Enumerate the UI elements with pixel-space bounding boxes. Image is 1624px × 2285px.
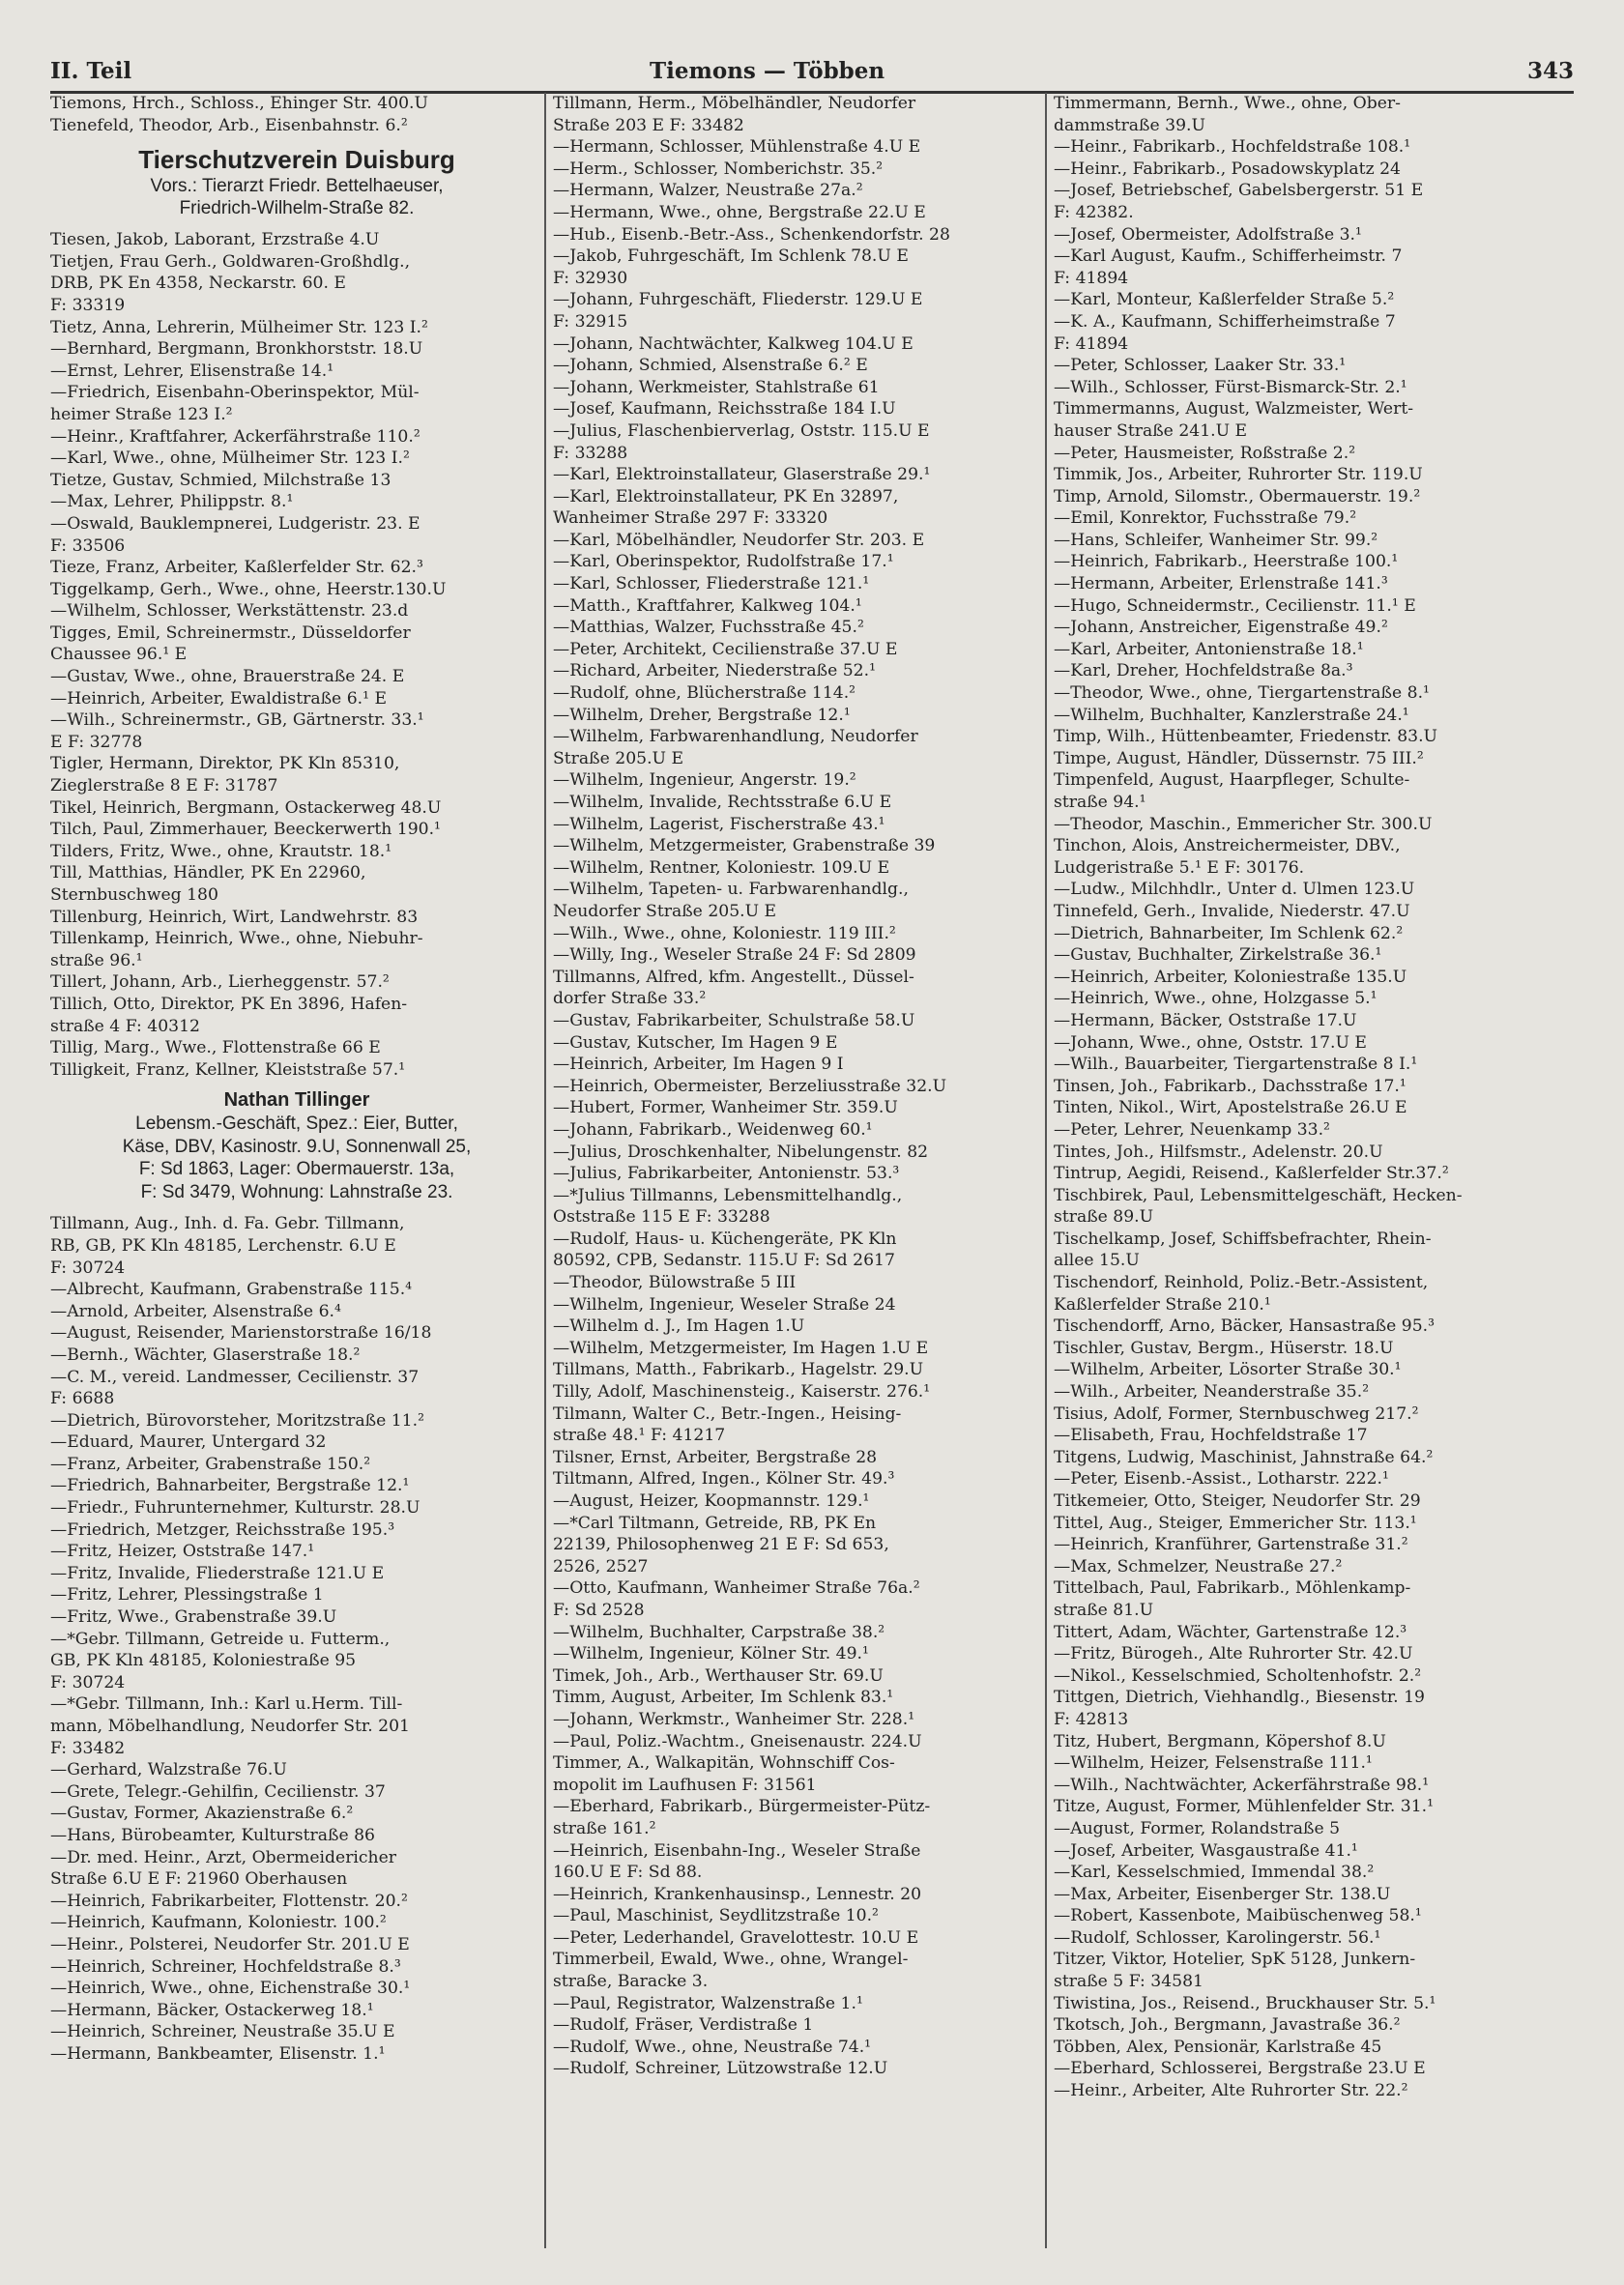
directory-entry: Wanheimer Straße 297 F: 33320 [553, 508, 828, 529]
directory-entry: 22139, Philosophenweg 21 E F: Sd 653, [553, 1535, 889, 1555]
directory-entry: F: 41894 [1054, 268, 1129, 288]
directory-entry: —Gerhard, Walzstraße 76.U [50, 1760, 287, 1780]
directory-entry: Tilmann, Walter C., Betr.-Ingen., Heising- [553, 1403, 902, 1424]
entry-list [1054, 93, 1549, 2102]
directory-entry: —Theodor, Bülowstraße 5 III [553, 1273, 797, 1293]
directory-entry: —Matthias, Walzer, Fuchsstraße 45.² [553, 618, 864, 638]
directory-entry: Tinsen, Joh., Fabrikarb., Dachsstraße 17.¹ [1054, 1076, 1406, 1096]
directory-entry: straße 89.U [1054, 1207, 1154, 1228]
directory-entry: Tittert, Adam, Wächter, Gartenstraße 12.³ [1054, 1622, 1407, 1642]
directory-entry: Tilders, Fritz, Wwe., ohne, Krautstr. 18.¹ [50, 841, 392, 861]
directory-entry: F: 30724 [50, 1258, 126, 1278]
directory-entry: —Robert, Kassenbote, Maibüschenweg 58.¹ [1054, 1906, 1422, 1926]
directory-entry: —Julius, Fabrikarbeiter, Antonienstr. 53.³ [553, 1164, 900, 1184]
directory-entry: —*Gebr. Tillmann, Inh.: Karl u.Herm. Till- [50, 1694, 403, 1715]
directory-entry: —Heinr., Fabrikarb., Hochfeldstraße 108.¹ [1054, 137, 1411, 158]
directory-entry: Tietz, Anna, Lehrerin, Mülheimer Str. 123 I.² [50, 317, 428, 337]
directory-entry: —Heinrich, Fabrikarbeiter, Flottenstr. 20.² [50, 1891, 408, 1911]
directory-entry: —Wilh., Nachtwächter, Ackerfährstraße 98.¹ [1054, 1775, 1430, 1795]
directory-entry: —Karl, Möbelhändler, Neudorfer Str. 203. E [553, 530, 925, 550]
directory-entry: —Hermann, Bäcker, Ostackerweg 18.¹ [50, 2000, 374, 2020]
directory-entry: Tillmanns, Alfred, kfm. Angestellt., Düssel- [553, 967, 914, 987]
directory-entry: —Richard, Arbeiter, Niederstraße 52.¹ [553, 661, 876, 681]
directory-entry: —Rudolf, Fräser, Verdistraße 1 [553, 2015, 814, 2036]
directory-entry: Timpenfeld, August, Haarpfleger, Schulte- [1054, 770, 1410, 791]
directory-entry: —Rudolf, Schreiner, Lützowstraße 12.U [553, 2059, 888, 2079]
directory-entry: —Fritz, Wwe., Grabenstraße 39.U [50, 1607, 337, 1628]
directory-entry: Timpe, August, Händler, Düssernstr. 75 III.² [1054, 748, 1424, 768]
directory-entry: —Fritz, Bürogeh., Alte Ruhrorter Str. 42.U [1054, 1644, 1413, 1664]
directory-entry: —Wilhelm, Ingenieur, Kölner Str. 49.¹ [553, 1644, 869, 1664]
directory-entry: —*Carl Tiltmann, Getreide, RB, PK En [553, 1513, 877, 1533]
directory-entry: 80592, CPB, Sedanstr. 115.U F: Sd 2617 [553, 1251, 895, 1271]
directory-entry: —Heinrich, Schreiner, Hochfeldstraße 8.³ [50, 1956, 401, 1977]
directory-entry: Tillert, Johann, Arb., Lierheggenstr. 57.² [50, 972, 390, 993]
section-label: II. Teil [50, 58, 132, 84]
directory-entry: —Hermann, Walzer, Neustraße 27a.² [553, 181, 863, 201]
directory-entry: F: 42813 [1054, 1709, 1129, 1729]
ad-line: Lebensm.-Geschäft, Spez.: Eier, Butter, [135, 1114, 458, 1135]
directory-entry: —Wilhelm, Ingenieur, Weseler Straße 24 [553, 1294, 896, 1315]
directory-entry: straße 96.¹ [50, 950, 143, 970]
advertisement [50, 144, 543, 219]
directory-entry: —Johann, Werkmstr., Wanheimer Str. 228.¹ [553, 1709, 915, 1729]
directory-entry: —Johann, Fuhrgeschäft, Fliederstr. 129.U E [553, 290, 923, 310]
entry-list [50, 1213, 543, 2065]
directory-entry: Zieglerstraße 8 E F: 31787 [50, 776, 278, 796]
directory-entry: Tillig, Marg., Wwe., Flottenstraße 66 E [50, 1038, 381, 1058]
directory-entry: Neudorfer Straße 205.U E [553, 901, 777, 921]
directory-entry: —Peter, Eisenb.-Assist., Lotharstr. 222.¹ [1054, 1469, 1389, 1490]
directory-entry: —Oswald, Bauklempnerei, Ludgeristr. 23. E [50, 513, 420, 534]
directory-entry: —Heinrich, Obermeister, Berzeliusstraße 32.U [553, 1076, 947, 1096]
directory-entry: —Heinrich, Kranführer, Gartenstraße 31.² [1054, 1535, 1408, 1555]
directory-entry: —Fritz, Lehrer, Plessingstraße 1 [50, 1585, 324, 1605]
directory-entry: —Theodor, Maschin., Emmericher Str. 300.U [1054, 814, 1433, 834]
directory-entry: —Franz, Arbeiter, Grabenstraße 150.² [50, 1454, 371, 1474]
directory-entry: allee 15.U [1054, 1251, 1140, 1271]
directory-entry: —Peter, Lederhandel, Gravelottestr. 10.U E [553, 1927, 919, 1948]
directory-entry: —Karl, Arbeiter, Antonienstraße 18.¹ [1054, 639, 1364, 659]
directory-entry: —Heinrich, Fabrikarb., Heerstraße 100.¹ [1054, 552, 1399, 572]
directory-entry: Straße 205.U E [553, 748, 684, 768]
directory-entry: —Wilhelm, Heizer, Felsenstraße 111.¹ [1054, 1753, 1373, 1774]
directory-entry: —Heinrich, Arbeiter, Koloniestraße 135.U [1054, 967, 1407, 987]
directory-entry: F: 32915 [553, 311, 628, 332]
directory-entry: —Wilh., Schlosser, Fürst-Bismarck-Str. 2.¹ [1054, 377, 1407, 397]
directory-entry: Titzer, Viktor, Hotelier, SpK 5128, Junkern- [1054, 1950, 1416, 1970]
directory-entry: —Heinr., Fabrikarb., Posadowskyplatz 24 [1054, 159, 1401, 179]
directory-entry: Oststraße 115 E F: 33288 [553, 1207, 770, 1228]
directory-entry: Sternbuschweg 180 [50, 885, 218, 905]
directory-entry: —Heinrich, Wwe., ohne, Holzgasse 5.¹ [1054, 989, 1378, 1009]
column-3 [1054, 93, 1549, 2102]
directory-entry: —Arnold, Arbeiter, Alsenstraße 6.⁴ [50, 1301, 341, 1321]
directory-entry: Tillmans, Matth., Fabrikarb., Hagelstr. 29.U [553, 1360, 924, 1380]
directory-entry: —Wilhelm, Dreher, Bergstraße 12.¹ [553, 705, 851, 725]
directory-entry: Tietze, Gustav, Schmied, Milchstraße 13 [50, 470, 392, 490]
directory-entry: —Hubert, Former, Wanheimer Str. 359.U [553, 1098, 898, 1118]
directory-entry: GB, PK Kln 48185, Koloniestraße 95 [50, 1651, 357, 1671]
directory-entry: mann, Möbelhandlung, Neudorfer Str. 201 [50, 1717, 410, 1736]
directory-entry: —Heinrich, Arbeiter, Ewaldistraße 6.¹ E [50, 688, 387, 709]
directory-entry: Tigges, Emil, Schreinermstr., Düsseldorfer [50, 622, 411, 643]
directory-entry: DRB, PK En 4358, Neckarstr. 60. E [50, 274, 346, 294]
directory-entry: straße 94.¹ [1054, 793, 1146, 812]
directory-entry: F: Sd 2528 [553, 1600, 645, 1620]
directory-entry: —Emil, Konrektor, Fuchsstraße 79.² [1054, 508, 1357, 529]
directory-entry: —Hermann, Bankbeamter, Elisenstr. 1.¹ [50, 2043, 386, 2064]
directory-entry: Tintes, Joh., Hilfsmstr., Adelenstr. 20.U [1054, 1142, 1383, 1162]
directory-entry: Tienefeld, Theodor, Arb., Eisenbahnstr. 6.² [50, 115, 408, 135]
directory-entry: —Heinrich, Eisenbahn-Ing., Weseler Straße [553, 1840, 921, 1861]
directory-entry: —Johann, Anstreicher, Eigenstraße 49.² [1054, 618, 1388, 638]
directory-entry: —Dr. med. Heinr., Arzt, Obermeidericher [50, 1847, 396, 1867]
directory-entry: Tittelbach, Paul, Fabrikarb., Möhlenkamp- [1054, 1578, 1411, 1599]
page-number: 343 [1526, 58, 1574, 84]
directory-entry: —K. A., Kaufmann, Schifferheimstraße 7 [1054, 311, 1396, 332]
directory-entry: F: 33319 [50, 295, 126, 315]
directory-entry: —Eberhard, Schlosserei, Bergstraße 23.U E [1054, 2059, 1426, 2079]
directory-entry: —Johann, Schmied, Alsenstraße 6.² E [553, 356, 868, 376]
directory-entry: Tkotsch, Joh., Bergmann, Javastraße 36.² [1054, 2015, 1401, 2036]
directory-entry: —*Gebr. Tillmann, Getreide u. Futterm., [50, 1629, 391, 1649]
directory-entry: —Wilhelm, Arbeiter, Lösorter Straße 30.¹ [1054, 1360, 1402, 1380]
directory-entry: —Paul, Maschinist, Seydlitzstraße 10.² [553, 1906, 879, 1926]
directory-entry: Tischler, Gustav, Bergm., Hüserstr. 18.U [1054, 1338, 1394, 1358]
directory-entry: —Josef, Obermeister, Adolfstraße 3.¹ [1054, 224, 1362, 245]
directory-entry: —Peter, Hausmeister, Roßstraße 2.² [1054, 443, 1356, 463]
directory-entry: —Karl, Kesselschmied, Immendal 38.² [1054, 1863, 1375, 1883]
page-header [50, 56, 1574, 94]
directory-entry: Tischendorf, Reinhold, Poliz.-Betr.-Assistent, [1054, 1273, 1429, 1293]
directory-entry: straße 48.¹ F: 41217 [553, 1426, 726, 1446]
directory-entry: —Wilh., Bauarbeiter, Tiergartenstraße 8 I.¹ [1054, 1055, 1418, 1075]
directory-entry: Tillmann, Herm., Möbelhändler, Neudorfer [553, 94, 916, 113]
directory-entry: —Wilhelm, Buchhalter, Kanzlerstraße 24.¹ [1054, 705, 1409, 725]
ad-line: Friedrich-Wilhelm-Straße 82. [179, 198, 415, 219]
directory-entry: Tiwistina, Jos., Reisend., Bruckhauser Str. 5.¹ [1054, 1993, 1436, 2013]
directory-entry: Timmer, A., Walkapitän, Wohnschiff Cos- [553, 1753, 895, 1774]
directory-entry: —Johann, Wwe., ohne, Oststr. 17.U E [1054, 1032, 1367, 1053]
directory-entry: —Rudolf, Schlosser, Karolingerstr. 56.¹ [1054, 1927, 1381, 1948]
directory-entry: —Friedrich, Metzger, Reichsstraße 195.³ [50, 1519, 395, 1540]
directory-entry: Tiesen, Jakob, Laborant, Erzstraße 4.U [50, 230, 380, 250]
directory-entry: Tiggelkamp, Gerh., Wwe., ohne, Heerstr.130.U [50, 579, 447, 599]
directory-entry: Tiemons, Hrch., Schloss., Ehinger Str. 400.U [50, 94, 428, 113]
directory-entry: —Johann, Nachtwächter, Kalkweg 104.U E [553, 333, 914, 354]
directory-entry: —Hermann, Arbeiter, Erlenstraße 141.³ [1054, 574, 1388, 594]
directory-entry: Timm, August, Arbeiter, Im Schlenk 83.¹ [553, 1688, 894, 1708]
directory-entry: —Wilhelm, Buchhalter, Carpstraße 38.² [553, 1622, 885, 1642]
directory-entry: Tillmann, Aug., Inh. d. Fa. Gebr. Tillmann, [50, 1214, 405, 1234]
directory-entry: —Hugo, Schneidermstr., Cecilienstr. 11.¹ E [1054, 595, 1416, 616]
directory-entry: mopolit im Laufhusen F: 31561 [553, 1775, 817, 1795]
directory-entry: —Wilhelm, Metzgermeister, Im Hagen 1.U E [553, 1338, 929, 1358]
directory-entry: —Jakob, Fuhrgeschäft, Im Schlenk 78.U E [553, 246, 909, 267]
directory-entry: —Wilhelm, Tapeten- u. Farbwarenhandlg., [553, 880, 909, 900]
directory-entry: —Gustav, Fabrikarbeiter, Schulstraße 58.U [553, 1010, 915, 1030]
directory-entry: —Wilhelm, Lagerist, Fischerstraße 43.¹ [553, 814, 885, 834]
directory-entry: Tieze, Franz, Arbeiter, Kaßlerfelder Str. 62.³ [50, 558, 423, 578]
directory-entry: heimer Straße 123 I.² [50, 404, 233, 424]
directory-entry: —Hermann, Schlosser, Mühlenstraße 4.U E [553, 137, 921, 158]
directory-entry: Tikel, Heinrich, Bergmann, Ostackerweg 48.U [50, 797, 442, 818]
directory-entry: F: 33482 [50, 1738, 126, 1758]
directory-entry: F: 33506 [50, 535, 126, 556]
directory-entry: dorfer Straße 33.² [553, 989, 707, 1009]
directory-entry: —Wilh., Schreinermstr., GB, Gärtnerstr. 33.¹ [50, 710, 424, 731]
directory-entry: Tinchon, Alois, Anstreichermeister, DBV., [1054, 836, 1401, 856]
directory-entry: —Max, Lehrer, Philippstr. 8.¹ [50, 492, 294, 512]
directory-entry: Tilly, Adolf, Maschinensteig., Kaiserstr. 276.¹ [553, 1382, 931, 1403]
directory-entry: Tittgen, Dietrich, Viehhandlg., Biesenstr. 19 [1054, 1688, 1425, 1708]
directory-entry: —Ludw., Milchhdlr., Unter d. Ulmen 123.U [1054, 880, 1415, 900]
directory-entry: Chaussee 96.¹ E [50, 645, 188, 665]
directory-entry: —Dietrich, Bahnarbeiter, Im Schlenk 62.² [1054, 923, 1404, 943]
directory-entry: Tillenkamp, Heinrich, Wwe., ohne, Niebuhr- [50, 929, 423, 949]
directory-entry: —Fritz, Heizer, Oststraße 147.¹ [50, 1542, 315, 1562]
directory-entry: —Karl, Elektroinstallateur, Glaserstraße 29.¹ [553, 465, 931, 485]
directory-entry: —Theodor, Wwe., ohne, Tiergartenstraße 8.¹ [1054, 683, 1430, 704]
directory-entry: —*Julius Tillmanns, Lebensmittelhandlg., [553, 1185, 903, 1205]
directory-entry: —Heinrich, Kaufmann, Koloniestr. 100.² [50, 1913, 387, 1933]
directory-entry: F: 30724 [50, 1672, 126, 1692]
directory-entry: —Gustav, Wwe., ohne, Brauerstraße 24. E [50, 667, 405, 687]
directory-entry: —Paul, Registrator, Walzenstraße 1.¹ [553, 1993, 863, 2013]
directory-entry: —Hans, Bürobeamter, Kulturstraße 86 [50, 1825, 375, 1845]
directory-entry: —Karl, Oberinspektor, Rudolfstraße 17.¹ [553, 552, 894, 572]
directory-entry: —Peter, Architekt, Cecilienstraße 37.U E [553, 639, 898, 659]
ad-title: Tierschutzverein Duisburg [138, 145, 455, 175]
directory-entry: —Karl, Monteur, Kaßlerfelder Straße 5.² [1054, 290, 1395, 310]
directory-entry: —Heinr., Arbeiter, Alte Ruhrorter Str. 22.² [1054, 2081, 1408, 2101]
directory-entry: F: 33288 [553, 443, 628, 463]
directory-entry: RB, GB, PK Kln 48185, Lerchenstr. 6.U E [50, 1235, 396, 1256]
directory-entry: Tietjen, Frau Gerh., Goldwaren-Großhdlg., [50, 251, 411, 272]
directory-entry: Timmermann, Bernh., Wwe., ohne, Ober- [1054, 94, 1401, 113]
directory-entry: Straße 203 E F: 33482 [553, 115, 744, 135]
directory-entry: F: 42382. [1054, 202, 1134, 222]
directory-entry: Timp, Arnold, Silomstr., Obermauerstr. 19.² [1054, 486, 1421, 506]
column-divider [544, 93, 546, 2248]
directory-entry: —Wilhelm d. J., Im Hagen 1.U [553, 1316, 805, 1337]
directory-entry: —Hermann, Wwe., ohne, Bergstraße 22.U E [553, 202, 926, 222]
directory-entry: 160.U E F: Sd 88. [553, 1863, 703, 1883]
directory-entry: Timmermanns, August, Walzmeister, Wert- [1054, 399, 1414, 419]
directory-entry: straße 81.U [1054, 1600, 1154, 1620]
directory-entry: F: 6688 [50, 1389, 115, 1409]
directory-entry: straße, Baracke 3. [553, 1972, 709, 1992]
directory-entry: straße 4 F: 40312 [50, 1016, 200, 1036]
directory-entry: —Hans, Schleifer, Wanheimer Str. 99.² [1054, 530, 1378, 550]
ad-line: Vors.: Tierarzt Friedr. Bettelhaeuser, [150, 176, 444, 197]
directory-entry: Többen, Alex, Pensionär, Karlstraße 45 [1054, 2037, 1382, 2057]
directory-entry: —Dietrich, Bürovorsteher, Moritzstraße 11.² [50, 1410, 424, 1431]
directory-entry: Timp, Wilh., Hüttenbeamter, Friedenstr. 83.U [1054, 727, 1438, 747]
directory-entry: —Heinr., Kraftfahrer, Ackerfährstraße 110.² [50, 426, 420, 447]
directory-entry: —Karl August, Kaufm., Schifferheimstr. 7 [1054, 246, 1403, 267]
directory-entry: —Eduard, Maurer, Untergard 32 [50, 1432, 327, 1453]
directory-entry: —Karl, Wwe., ohne, Mülheimer Str. 123 I.² [50, 448, 410, 469]
directory-entry: —Paul, Poliz.-Wachtm., Gneisenaustr. 224.U [553, 1731, 922, 1751]
directory-entry: —August, Heizer, Koopmannstr. 129.¹ [553, 1491, 870, 1511]
directory-entry: —Wilhelm, Ingenieur, Angerstr. 19.² [553, 770, 856, 791]
directory-entry: —Josef, Arbeiter, Wasgaustraße 41.¹ [1054, 1840, 1358, 1861]
column-2 [553, 93, 1044, 2080]
entry-list [553, 93, 1044, 2080]
column-divider [1045, 93, 1047, 2248]
directory-entry: Titz, Hubert, Bergmann, Köpershof 8.U [1054, 1731, 1386, 1751]
directory-entry: —Albrecht, Kaufmann, Grabenstraße 115.⁴ [50, 1280, 413, 1300]
directory-entry: —Gustav, Kutscher, Im Hagen 9 E [553, 1032, 838, 1053]
directory-entry: —Bernh., Wächter, Glaserstraße 18.² [50, 1345, 361, 1365]
directory-entry: —Wilhelm, Schlosser, Werkstättenstr. 23.d [50, 601, 409, 622]
directory-entry: —Ernst, Lehrer, Elisenstraße 14.¹ [50, 361, 334, 381]
directory-entry: —Gustav, Buchhalter, Zirkelstraße 36.¹ [1054, 945, 1382, 966]
directory-entry: —Willy, Ing., Weseler Straße 24 F: Sd 2809 [553, 945, 916, 966]
directory-entry: Ludgeristraße 5.¹ E F: 30176. [1054, 857, 1305, 878]
directory-entry: Tigler, Hermann, Direktor, PK Kln 85310, [50, 754, 400, 774]
directory-entry: —Fritz, Invalide, Fliederstraße 121.U E [50, 1563, 385, 1583]
directory-entry: Kaßlerfelder Straße 210.¹ [1054, 1294, 1271, 1315]
directory-entry: —Rudolf, Wwe., ohne, Neustraße 74.¹ [553, 2037, 872, 2057]
directory-entry: Tillich, Otto, Direktor, PK En 3896, Hafen- [50, 994, 408, 1014]
directory-entry: —Wilh., Wwe., ohne, Koloniestr. 119 III.² [553, 923, 896, 943]
directory-entry: Till, Matthias, Händler, PK En 22960, [50, 863, 366, 883]
directory-entry: —Heinrich, Wwe., ohne, Eichenstraße 30.¹ [50, 1979, 411, 1999]
ad-line: Käse, DBV, Kasinostr. 9.U, Sonnenwall 25, [122, 1136, 472, 1157]
directory-entry: dammstraße 39.U [1054, 115, 1205, 135]
directory-entry: straße 161.² [553, 1818, 656, 1838]
directory-entry: F: 32930 [553, 268, 628, 288]
directory-entry: Tittel, Aug., Steiger, Emmericher Str. 113.¹ [1054, 1513, 1417, 1533]
directory-entry: —Friedrich, Eisenbahn-Oberinspektor, Mül- [50, 383, 420, 403]
directory-entry: Tintrup, Aegidi, Reisend., Kaßlerfelder Str.37.² [1054, 1164, 1449, 1184]
directory-entry: Tischelkamp, Josef, Schiffsbefrachter, Rhein- [1054, 1229, 1432, 1249]
directory-entry: —Herm., Schlosser, Nomberichstr. 35.² [553, 159, 884, 179]
directory-entry: —Johann, Fabrikarb., Weidenweg 60.¹ [553, 1119, 873, 1140]
directory-entry: —Wilhelm, Farbwarenhandlung, Neudorfer [553, 727, 918, 747]
directory-entry: —Johann, Werkmeister, Stahlstraße 61 [553, 377, 880, 397]
directory-entry: —Wilh., Arbeiter, Neanderstraße 35.² [1054, 1382, 1370, 1403]
directory-entry: —Elisabeth, Frau, Hochfeldstraße 17 [1054, 1426, 1368, 1446]
directory-entry: Timmerbeil, Ewald, Wwe., ohne, Wrangel- [553, 1950, 909, 1970]
directory-entry: —Rudolf, Haus- u. Küchengeräte, PK Kln [553, 1229, 897, 1249]
directory-entry: Straße 6.U E F: 21960 Oberhausen [50, 1869, 348, 1890]
directory-entry: —Rudolf, ohne, Blücherstraße 114.² [553, 683, 856, 704]
directory-entry: —Grete, Telegr.-Gehilfin, Cecilienstr. 37 [50, 1781, 386, 1802]
directory-entry: —Josef, Betriebschef, Gabelsbergerstr. 51 E [1054, 181, 1424, 201]
directory-entry: —Karl, Elektroinstallateur, PK En 32897, [553, 486, 899, 506]
running-head: Tiemons — Többen [650, 58, 885, 84]
directory-entry: —Gustav, Former, Akazienstraße 6.² [50, 1804, 354, 1824]
directory-entry: —C. M., vereid. Landmesser, Cecilienstr. 37 [50, 1367, 420, 1387]
directory-entry: Tinten, Nikol., Wirt, Apostelstraße 26.U E [1054, 1098, 1407, 1118]
directory-entry: —Otto, Kaufmann, Wanheimer Straße 76a.² [553, 1578, 920, 1599]
directory-entry: —Bernhard, Bergmann, Bronkhorststr. 18.U [50, 339, 423, 360]
directory-entry: —Eberhard, Fabrikarb., Bürgermeister-Pütz- [553, 1797, 931, 1817]
directory-entry: —Heinr., Polsterei, Neudorfer Str. 201.U E [50, 1934, 410, 1954]
directory-entry: hauser Straße 241.U E [1054, 420, 1248, 441]
directory-entry: Tilsner, Ernst, Arbeiter, Bergstraße 28 [553, 1447, 878, 1467]
directory-entry: Tischbirek, Paul, Lebensmittelgeschäft, Hecken- [1054, 1185, 1463, 1205]
directory-entry: —Max, Schmelzer, Neustraße 27.² [1054, 1556, 1343, 1576]
directory-entry: —Nikol., Kesselschmied, Scholtenhofstr. 2.² [1054, 1665, 1422, 1686]
directory-entry: Tinnefeld, Gerh., Invalide, Niederstr. 47.U [1054, 901, 1410, 921]
ad-line: F: Sd 3479, Wohnung: Lahnstraße 23. [140, 1181, 453, 1202]
directory-entry: straße 5 F: 34581 [1054, 1972, 1204, 1992]
directory-entry: 2526, 2527 [553, 1556, 649, 1576]
column-1 [50, 93, 543, 2066]
directory-entry: —Wilhelm, Rentner, Koloniestr. 109.U E [553, 857, 890, 878]
directory-entry: —August, Former, Rolandstraße 5 [1054, 1818, 1341, 1838]
directory-entry: Tilligkeit, Franz, Kellner, Kleiststraße 57.¹ [50, 1059, 406, 1080]
directory-entry: Tisius, Adolf, Former, Sternbuschweg 217.² [1054, 1403, 1419, 1424]
directory-entry: —Wilhelm, Metzgermeister, Grabenstraße 39 [553, 836, 936, 856]
directory-entry: —Matth., Kraftfahrer, Kalkweg 104.¹ [553, 595, 862, 616]
directory-entry: Titgens, Ludwig, Maschinist, Jahnstraße 64.² [1054, 1447, 1434, 1467]
directory-entry: —Max, Arbeiter, Eisenberger Str. 138.U [1054, 1884, 1391, 1904]
directory-entry: —Friedrich, Bahnarbeiter, Bergstraße 12.¹ [50, 1476, 410, 1496]
entry-list [50, 93, 543, 219]
directory-entry: Tillenburg, Heinrich, Wirt, Landwehrstr. 83 [50, 907, 419, 927]
ad-line: F: Sd 1863, Lager: Obermauerstr. 13a, [138, 1159, 455, 1180]
directory-entry: Timmik, Jos., Arbeiter, Ruhrorter Str. 119.U [1054, 465, 1423, 485]
advertisement [50, 1088, 543, 1203]
directory-entry: —Wilhelm, Invalide, Rechtsstraße 6.U E [553, 793, 892, 812]
directory-entry: Timek, Joh., Arb., Werthauser Str. 69.U [553, 1665, 884, 1686]
directory-entry: Tiltmann, Alfred, Ingen., Kölner Str. 49.³ [553, 1469, 895, 1490]
directory-entry: E F: 32778 [50, 732, 143, 752]
directory-entry: —Karl, Schlosser, Fliederstraße 121.¹ [553, 574, 870, 594]
directory-entry: —Heinrich, Krankenhausinsp., Lennestr. 20 [553, 1884, 922, 1904]
entry-list [50, 229, 543, 1203]
directory-entry: —Karl, Dreher, Hochfeldstraße 8a.³ [1054, 661, 1353, 681]
ad-title: Nathan Tillinger [223, 1089, 370, 1112]
directory-entry: —Heinrich, Schreiner, Neustraße 35.U E [50, 2022, 395, 2042]
directory-entry: F: 41894 [1054, 333, 1129, 354]
directory-entry: —Hub., Eisenb.-Betr.-Ass., Schenkendorfstr. 28 [553, 224, 950, 245]
directory-entry: Titkemeier, Otto, Steiger, Neudorfer Str. 29 [1054, 1491, 1421, 1511]
directory-entry: Titze, August, Former, Mühlenfelder Str. 31.¹ [1054, 1797, 1435, 1817]
directory-entry: Tischendorff, Arno, Bäcker, Hansastraße 95.³ [1054, 1316, 1436, 1337]
directory-entry: —Josef, Kaufmann, Reichsstraße 184 I.U [553, 399, 896, 419]
directory-entry: —Julius, Droschkenhalter, Nibelungenstr. 82 [553, 1142, 929, 1162]
directory-entry: —Peter, Lehrer, Neuenkamp 33.² [1054, 1119, 1330, 1140]
directory-entry: —August, Reisender, Marienstorstraße 16/18 [50, 1323, 432, 1344]
directory-entry: —Julius, Flaschenbierverlag, Oststr. 115.U E [553, 420, 930, 441]
directory-entry: Tilch, Paul, Zimmerhauer, Beeckerwerth 190.¹ [50, 820, 441, 840]
directory-entry: —Hermann, Bäcker, Oststraße 17.U [1054, 1010, 1357, 1030]
directory-entry: —Peter, Schlosser, Laaker Str. 33.¹ [1054, 356, 1347, 376]
directory-entry: —Friedr., Fuhrunternehmer, Kulturstr. 28.U [50, 1498, 420, 1519]
directory-entry: —Heinrich, Arbeiter, Im Hagen 9 I [553, 1055, 844, 1075]
